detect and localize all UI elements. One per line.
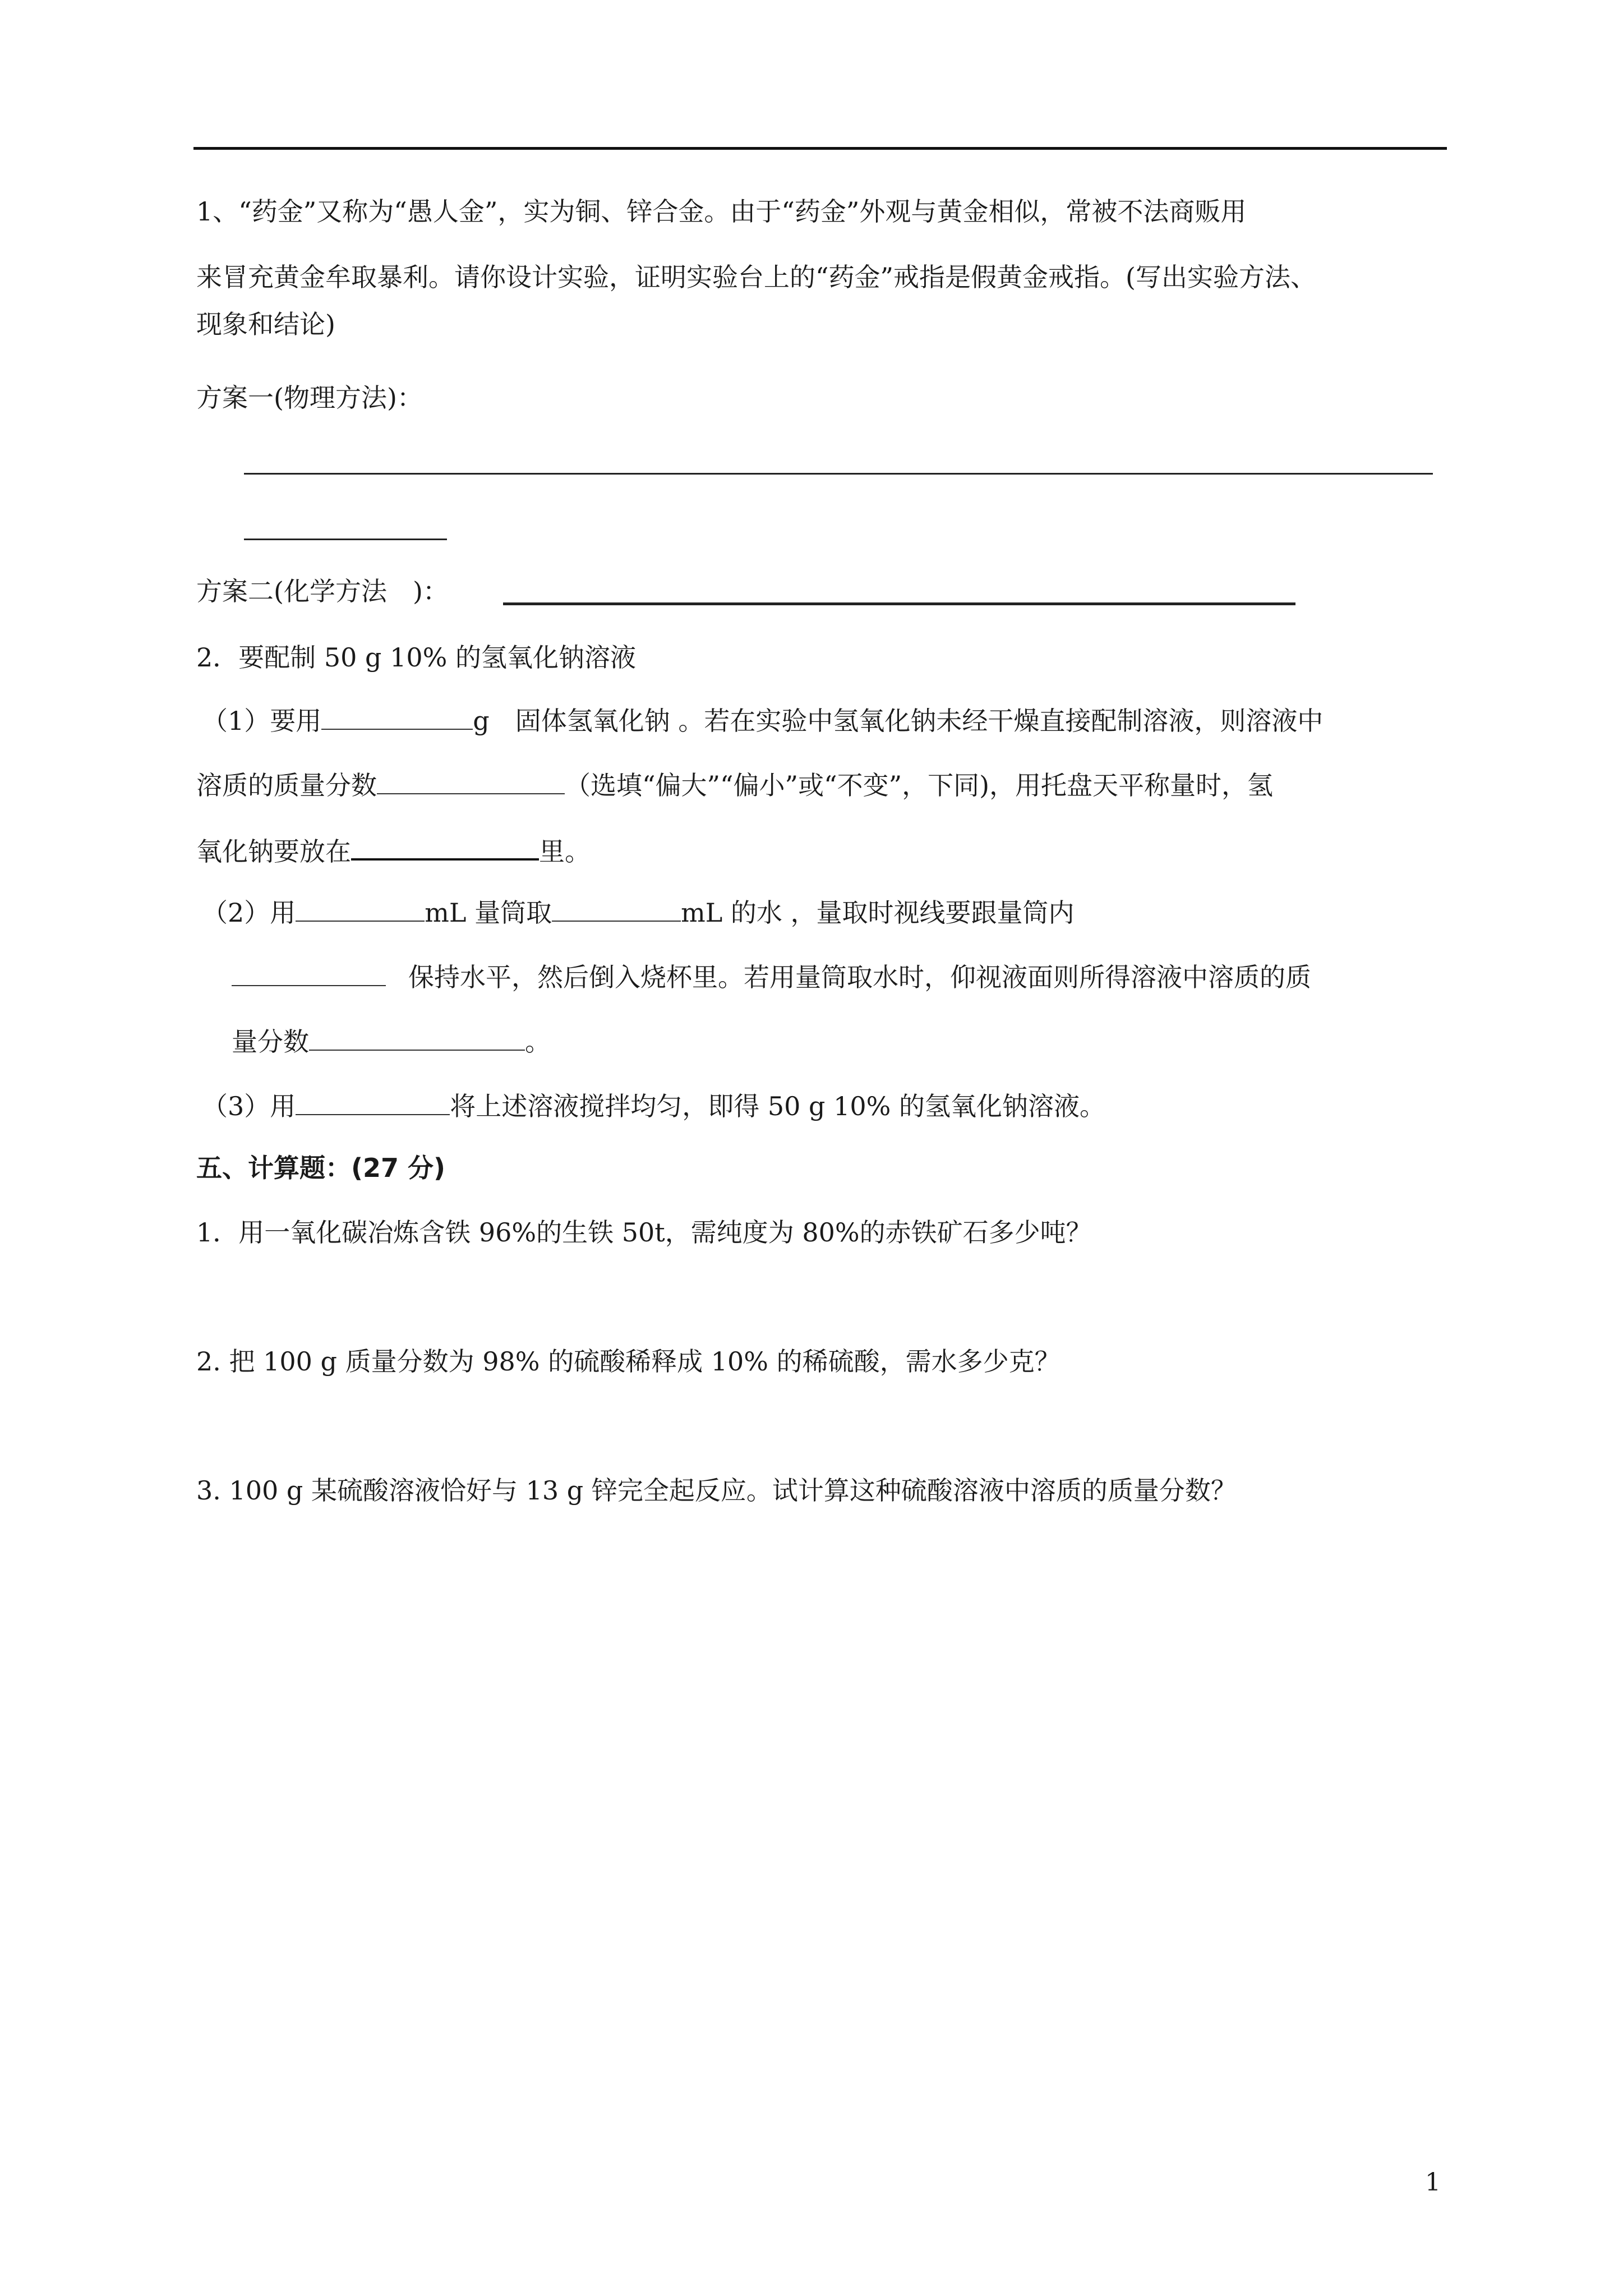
q2-part1-blank-mass[interactable] <box>321 706 473 730</box>
q2-part1-text-a: （1）要用 <box>202 706 322 736</box>
q2-part2-blank-fraction[interactable] <box>309 1027 525 1051</box>
q2-part2-text-a: （2）用 <box>202 898 296 928</box>
q2-part2-line1 <box>202 898 1075 928</box>
section5-title: 五、计算题：(27 分) <box>196 1153 446 1183</box>
q2-part1-line2 <box>196 770 1273 801</box>
q2-part1-text-d: （选填“偏大”“偏小”或“不变”，下同)，用托盘天平称量时，氢 <box>565 770 1274 800</box>
plan1-answer-line-1[interactable] <box>244 473 1433 475</box>
q2-part1-line3 <box>196 836 591 867</box>
calc-q3: 3. 100 g 某硫酸溶液恰好与 13 g 锌完全起反应。试计算这种硫酸溶液中溶质的质量分数？ <box>196 1475 1237 1506</box>
q2-part1-text-b: g 固体氢氧化钠 。若在实验中氢氧化钠未经干燥直接配制溶液，则溶液中 <box>473 706 1324 736</box>
q2-part2-line3 <box>232 1027 551 1057</box>
q1-line3: 现象和结论) <box>196 309 335 339</box>
q2-part3-line <box>202 1091 1105 1122</box>
q2-part1-blank-container[interactable] <box>351 836 539 861</box>
q2-part2-text-d: 保持水平，然后倒入烧杯里。若用量筒取水时，仰视液面则所得溶液中溶质的质 <box>408 962 1311 992</box>
q1-line2: 来冒充黄金牟取暴利。请你设计实验，证明实验台上的“药金”戒指是假黄金戒指。(写出实验方法、 <box>196 262 1316 292</box>
q2-title: 2．要配制 50 g 10% 的氢氧化钠溶液 <box>196 642 636 673</box>
q2-part1-text-f: 里。 <box>539 836 591 867</box>
plan1-answer-line-2[interactable] <box>244 539 447 540</box>
q2-part2-blank-meniscus[interactable] <box>232 963 386 986</box>
q2-part3-text-a: （3）用 <box>202 1091 296 1121</box>
plan2-label: 方案二(化学方法 )： <box>196 576 449 606</box>
plan1-label: 方案一(物理方法)： <box>196 383 423 413</box>
q2-part3-text-b: 将上述溶液搅拌均匀，即得 50 g 10% 的氢氧化钠溶液。 <box>450 1091 1105 1121</box>
q2-part2-blank-water[interactable] <box>552 898 681 922</box>
q1-line1: 1、“药金”又称为“愚人金”，实为铜、锌合金。由于“药金”外观与黄金相似，常被不法商贩用 <box>196 196 1247 227</box>
q2-part3-blank-tool[interactable] <box>296 1092 450 1115</box>
q2-part1-text-e: 氧化钠要放在 <box>196 836 351 867</box>
q2-part2-text-c: mL 的水 ，量取时视线要跟量筒内 <box>681 898 1075 928</box>
q2-part1-line1 <box>202 706 1323 737</box>
q2-part2-text-e: 量分数 <box>232 1027 309 1057</box>
calc-q2: 2. 把 100 g 质量分数为 98% 的硫酸稀释成 10% 的稀硫酸，需水多少克？ <box>196 1346 1061 1377</box>
plan2-answer-line[interactable] <box>503 602 1295 605</box>
q2-part2-line2 <box>232 962 1311 993</box>
page-number: 1 <box>1425 2168 1441 2197</box>
q2-part1-text-c: 溶质的质量分数 <box>196 770 377 800</box>
q2-part2-blank-cylinder[interactable] <box>296 898 425 922</box>
q2-part1-blank-fraction[interactable] <box>377 771 565 794</box>
q2-part2-text-f: 。 <box>525 1027 551 1057</box>
q2-part2-text-b: mL 量筒取 <box>425 898 552 928</box>
calc-q1: 1．用一氧化碳冶炼含铁 96%的生铁 50t，需纯度为 80%的赤铁矿石多少吨？ <box>196 1217 1092 1248</box>
header-rule <box>193 147 1447 150</box>
